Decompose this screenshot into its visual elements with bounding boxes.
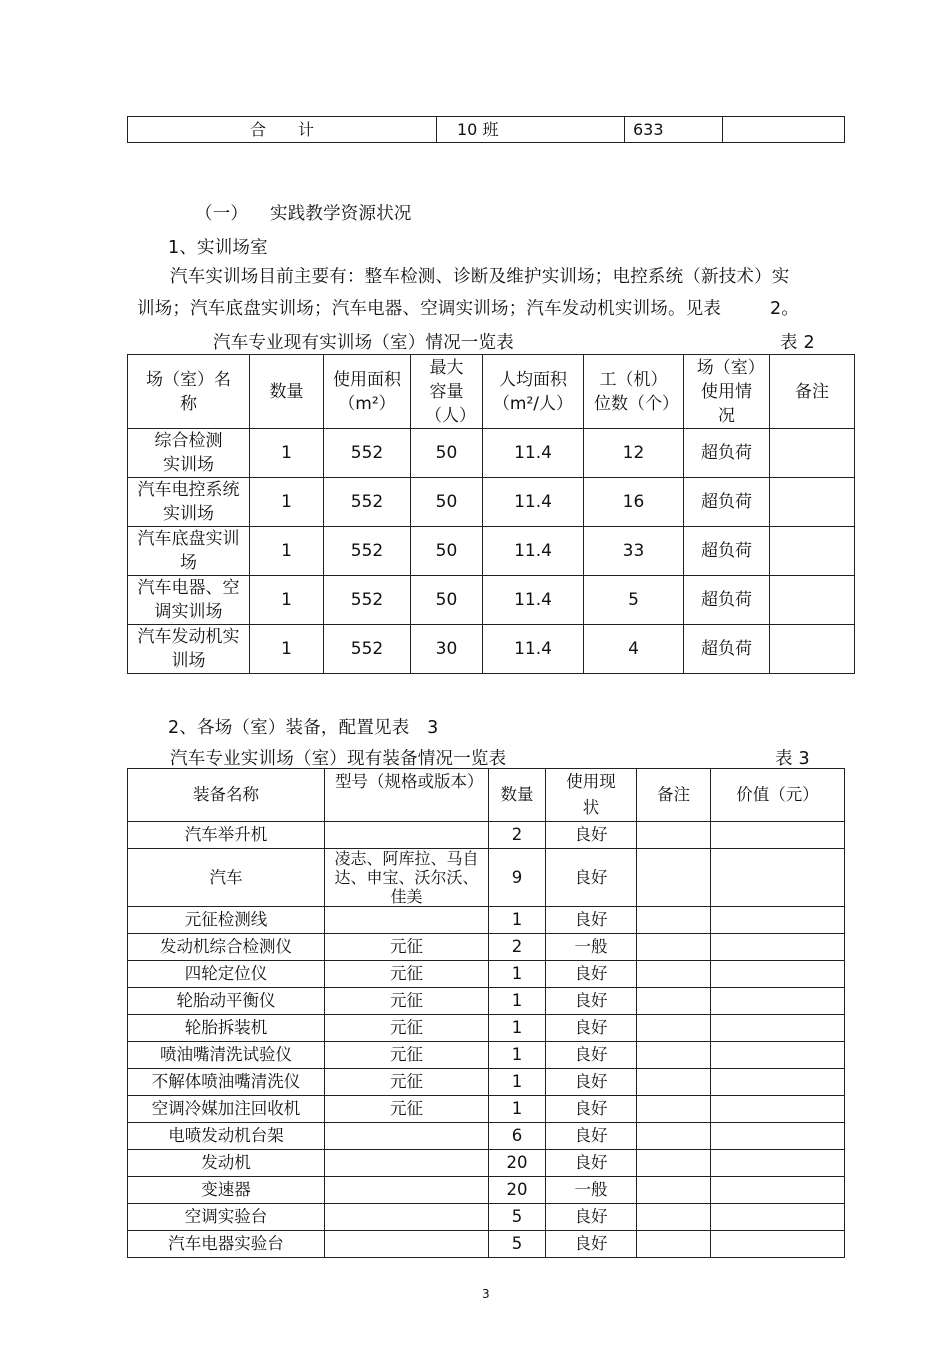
table2-header: 使用面积（m²） [324, 355, 411, 429]
table3-cell [637, 1069, 711, 1096]
table-row [128, 1150, 845, 1177]
table3-cell: 5 [489, 1231, 546, 1258]
table3-cell: 20 [489, 1177, 546, 1204]
subheading-1: 1、实训场室 [168, 238, 268, 258]
training-rooms-table [127, 354, 855, 674]
table2-cell [770, 478, 855, 527]
table3-cell: 良好 [546, 961, 637, 988]
table3-cell: 良好 [546, 1150, 637, 1177]
table3-cell [637, 988, 711, 1015]
table-row [128, 934, 845, 961]
table2-cell: 50 [411, 429, 483, 478]
table3-cell [637, 1204, 711, 1231]
table-row [128, 1204, 845, 1231]
table2-cell: 综合检测实训场 [128, 429, 250, 478]
table2-cell: 552 [324, 429, 411, 478]
table3-cell: 元征检测线 [128, 907, 325, 934]
table3-cell [711, 849, 845, 907]
table-row [128, 527, 855, 576]
summary-note [723, 117, 845, 143]
table3-cell [325, 1150, 489, 1177]
table3-header-row [128, 769, 845, 822]
subheading-2: 2、各场（室）装备，配置见表 3 [168, 718, 439, 738]
table3-cell [711, 1123, 845, 1150]
table2-cell [770, 625, 855, 674]
summary-table [127, 116, 845, 143]
table3-cell: 良好 [546, 822, 637, 849]
table-row [128, 961, 845, 988]
table3-cell: 汽车 [128, 849, 325, 907]
table3-cell [637, 961, 711, 988]
table3-cell [637, 849, 711, 907]
table3-cell: 轮胎动平衡仪 [128, 988, 325, 1015]
table3-cell [637, 1042, 711, 1069]
table2-cell: 1 [250, 527, 324, 576]
table3-cell [711, 1096, 845, 1123]
table2-cell: 16 [584, 478, 684, 527]
table3-cell: 9 [489, 849, 546, 907]
table3-cell [325, 907, 489, 934]
paragraph-table-ref: 2。 [770, 299, 800, 319]
paragraph-line-1: 汽车实训场目前主要有：整车检测、诊断及维护实训场；电控系统（新技术）实 [170, 267, 790, 287]
table3-cell [711, 1204, 845, 1231]
table3-cell: 良好 [546, 1123, 637, 1150]
table2-cell: 11.4 [483, 527, 584, 576]
table3-header: 型号（规格或版本） [325, 769, 489, 822]
table3-cell: 元征 [325, 1015, 489, 1042]
table2-cell: 4 [584, 625, 684, 674]
table2-header-row [128, 355, 855, 429]
table-row [128, 988, 845, 1015]
table3-cell: 凌志、阿库拉、马自达、申宝、沃尔沃、佳美 [325, 849, 489, 907]
table3-cell [325, 1123, 489, 1150]
table2-cell: 33 [584, 527, 684, 576]
table3-cell: 元征 [325, 988, 489, 1015]
table2-cell: 超负荷 [684, 478, 770, 527]
table2-cell: 11.4 [483, 625, 584, 674]
table3-cell: 发动机 [128, 1150, 325, 1177]
table3-cell: 1 [489, 1096, 546, 1123]
table3-cell: 良好 [546, 1204, 637, 1231]
table-row [128, 849, 845, 907]
table-row [128, 1231, 845, 1258]
table3-cell: 良好 [546, 849, 637, 907]
table2-cell: 1 [250, 625, 324, 674]
table3-cell [711, 1042, 845, 1069]
table2-cell: 1 [250, 478, 324, 527]
table-row [128, 1069, 845, 1096]
table3-cell: 5 [489, 1204, 546, 1231]
table2-cell: 552 [324, 478, 411, 527]
table3-cell: 良好 [546, 1096, 637, 1123]
table3-cell: 元征 [325, 1042, 489, 1069]
table3-header: 装备名称 [128, 769, 325, 822]
table-row [128, 478, 855, 527]
table2-cell: 552 [324, 625, 411, 674]
table-row [128, 576, 855, 625]
table2-cell [770, 429, 855, 478]
table3-cell [637, 1231, 711, 1258]
table2-cell: 11.4 [483, 478, 584, 527]
table2-header: 场（室）名称 [128, 355, 250, 429]
table-row [128, 429, 855, 478]
table3-cell [325, 1177, 489, 1204]
table3-cell [711, 1015, 845, 1042]
table3-cell [711, 934, 845, 961]
table3-cell: 不解体喷油嘴清洗仪 [128, 1069, 325, 1096]
table3-cell: 良好 [546, 1042, 637, 1069]
table2-header: 数量 [250, 355, 324, 429]
table3-header: 数量 [489, 769, 546, 822]
table3-cell: 1 [489, 1069, 546, 1096]
table2-cell: 1 [250, 429, 324, 478]
table3-cell [637, 1123, 711, 1150]
table3-cell: 良好 [546, 1069, 637, 1096]
table3-cell [711, 822, 845, 849]
table3-cell: 元征 [325, 961, 489, 988]
table3-cell: 汽车电器实验台 [128, 1231, 325, 1258]
table3-cell: 轮胎拆装机 [128, 1015, 325, 1042]
table3-cell: 2 [489, 934, 546, 961]
table2-caption: 汽车专业现有实训场（室）情况一览表 [213, 333, 514, 353]
table2-cell: 5 [584, 576, 684, 625]
table2-number: 表 2 [780, 333, 815, 353]
table2-cell: 1 [250, 576, 324, 625]
table2-cell: 汽车电器、空调实训场 [128, 576, 250, 625]
table3-cell: 良好 [546, 988, 637, 1015]
table2-cell: 超负荷 [684, 429, 770, 478]
table2-cell: 50 [411, 478, 483, 527]
table2-cell: 11.4 [483, 429, 584, 478]
table2-cell: 552 [324, 527, 411, 576]
table-row [128, 1042, 845, 1069]
table3-cell [637, 1096, 711, 1123]
table-row [128, 1123, 845, 1150]
table3-cell [637, 907, 711, 934]
table3-cell [711, 1150, 845, 1177]
table2-cell: 汽车底盘实训场 [128, 527, 250, 576]
table3-cell: 一般 [546, 1177, 637, 1204]
table3-cell [637, 1177, 711, 1204]
table3-cell: 2 [489, 822, 546, 849]
table3-cell: 发动机综合检测仪 [128, 934, 325, 961]
table2-cell: 超负荷 [684, 576, 770, 625]
table2-cell: 50 [411, 527, 483, 576]
table2-cell: 30 [411, 625, 483, 674]
table3-cell: 1 [489, 907, 546, 934]
table-row [128, 1096, 845, 1123]
table3-cell: 1 [489, 1042, 546, 1069]
table3-cell: 元征 [325, 1096, 489, 1123]
table2-cell [770, 576, 855, 625]
table3-cell: 20 [489, 1150, 546, 1177]
table2-cell [770, 527, 855, 576]
table3-cell [711, 1069, 845, 1096]
table3-cell: 空调实验台 [128, 1204, 325, 1231]
table2-cell: 11.4 [483, 576, 584, 625]
equipment-table [127, 768, 845, 1258]
table3-cell: 一般 [546, 934, 637, 961]
table2-cell: 552 [324, 576, 411, 625]
table2-header: 场（室）使用情况 [684, 355, 770, 429]
table3-header: 价值（元） [711, 769, 845, 822]
table-row [128, 1177, 845, 1204]
table2-cell: 超负荷 [684, 625, 770, 674]
table3-cell: 良好 [546, 1015, 637, 1042]
table3-header: 备注 [637, 769, 711, 822]
table2-cell: 超负荷 [684, 527, 770, 576]
table3-cell: 空调冷媒加注回收机 [128, 1096, 325, 1123]
table3-cell: 良好 [546, 907, 637, 934]
table3-cell: 1 [489, 988, 546, 1015]
table2-header: 人均面积（m²/人） [483, 355, 584, 429]
table2-header: 最大容量（人） [411, 355, 483, 429]
table3-number: 表 3 [775, 749, 810, 769]
table3-cell: 良好 [546, 1231, 637, 1258]
table2-header: 备注 [770, 355, 855, 429]
table3-cell: 变速器 [128, 1177, 325, 1204]
table3-cell [711, 1231, 845, 1258]
table3-header: 使用现状 [546, 769, 637, 822]
table3-cell: 1 [489, 961, 546, 988]
table3-cell [711, 1177, 845, 1204]
table3-cell: 6 [489, 1123, 546, 1150]
table3-cell [637, 1150, 711, 1177]
table3-cell [711, 907, 845, 934]
table3-caption: 汽车专业实训场（室）现有装备情况一览表 [170, 749, 507, 769]
table3-cell: 元征 [325, 1069, 489, 1096]
table3-cell [637, 822, 711, 849]
section-title: 实践教学资源状况 [270, 204, 412, 224]
table3-cell: 电喷发动机台架 [128, 1123, 325, 1150]
table-row [128, 1015, 845, 1042]
page-number: 3 [482, 1287, 490, 1301]
table3-cell: 1 [489, 1015, 546, 1042]
table3-cell [711, 988, 845, 1015]
table2-header: 工（机）位数（个） [584, 355, 684, 429]
table3-cell [637, 934, 711, 961]
summary-label: 合 计 [128, 117, 437, 143]
table3-cell: 喷油嘴清洗试验仪 [128, 1042, 325, 1069]
table-row [128, 822, 845, 849]
table2-cell: 50 [411, 576, 483, 625]
table3-cell [637, 1015, 711, 1042]
summary-count: 633 [625, 117, 723, 143]
table3-cell: 元征 [325, 934, 489, 961]
table3-cell [325, 822, 489, 849]
section-number: （一） [195, 204, 249, 224]
table3-cell [325, 1204, 489, 1231]
table-row [128, 907, 845, 934]
table3-cell [711, 961, 845, 988]
summary-classes: 10 班 [437, 117, 625, 143]
table3-cell [325, 1231, 489, 1258]
table2-cell: 12 [584, 429, 684, 478]
table3-cell: 汽车举升机 [128, 822, 325, 849]
table3-cell: 四轮定位仪 [128, 961, 325, 988]
table2-cell: 汽车发动机实训场 [128, 625, 250, 674]
table-row [128, 625, 855, 674]
paragraph-line-2: 训场；汽车底盘实训场；汽车电器、空调实训场；汽车发动机实训场。见表 [137, 299, 722, 319]
table2-cell: 汽车电控系统实训场 [128, 478, 250, 527]
